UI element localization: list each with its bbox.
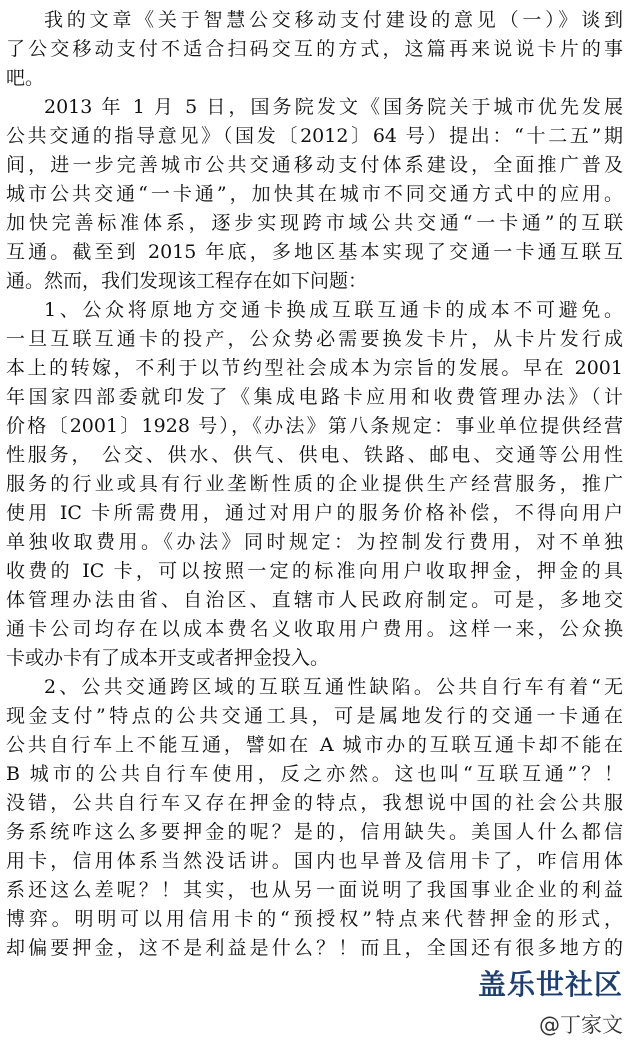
text-line: 使用 IC 卡所需费用，通过对用户的服务价格补偿，不得向用户 bbox=[6, 502, 623, 524]
text-line: 用卡，信用体系当然没话讲。国内也早普及信用卡了，咋信用体 bbox=[6, 850, 623, 872]
text-line: 我的文章《关于智慧公交移动支付建设的意见（一）》谈到 bbox=[44, 9, 623, 31]
text-line: 服务的行业或具有行业垄断性质的企业提供生产经营服务，推广 bbox=[6, 473, 623, 495]
text-line: 间，进一步完善城市公共交通移动支付体系建设，全面推广普及 bbox=[6, 154, 623, 176]
community-logo: 盖乐世社区 bbox=[477, 968, 623, 1001]
text-line: 一旦互联互通卡的投产，公众势必需要换发卡片，从卡片发行成 bbox=[6, 328, 623, 350]
text-line: 系还这么差呢？！其实，也从另一面说明了我国事业企业的利益 bbox=[6, 879, 623, 901]
text-line: 收费的 IC 卡，可以按照一定的标准向用户收取押金，押金的具 bbox=[6, 560, 623, 582]
text-line: 现金支付”特点的公共交通工具，可是属地发行的交通一卡通在 bbox=[6, 705, 623, 727]
text-line: 互通。截至到 2015 年底，多地区基本实现了交通一卡通互联互 bbox=[6, 241, 623, 263]
text-line: 公共交通的指导意见》（国发〔2012〕64 号）提出：“十二五”期 bbox=[6, 125, 623, 147]
text-line: 博弈。明明可以用信用卡的“预授权”特点来代替押金的形式， bbox=[6, 908, 623, 930]
text-line: 体管理办法由省、自治区、直辖市人民政府制定。可是，多地交 bbox=[6, 589, 623, 611]
text-line: 城市公共交通“一卡通”，加快其在城市不同交通方式中的应用。 bbox=[6, 183, 623, 205]
text-line: 却偏要押金，这不是利益是什么？！而且，全国还有很多地方的 bbox=[6, 937, 623, 959]
text-line: B 城市的公共自行车使用，反之亦然。这也叫“互联互通”？！ bbox=[6, 763, 623, 785]
text-line: 2013 年 1 月 5 日，国务院发文《国务院关于城市优先发展 bbox=[44, 96, 623, 118]
text-line: 务系统咋这么多要押金的呢？是的，信用缺失。美国人什么都信 bbox=[6, 821, 623, 843]
text-line: 卡或办卡有了成本开支或者押金投入。 bbox=[6, 647, 330, 669]
text-line: 加快完善标准体系，逐步实现跨市域公共交通“一卡通”的互联 bbox=[6, 212, 623, 234]
text-line: 公共自行车上不能互通，譬如在 A 城市办的互联互通卡却不能在 bbox=[6, 734, 623, 756]
text-line: 性服务， 公交、供水、供气、供电、铁路、邮电、交通等公用性 bbox=[6, 444, 623, 466]
text-line: 2、公共交通跨区域的互联互通性缺陷。公共自行车有着“无 bbox=[44, 676, 623, 698]
text-line: 没错，公共自行车又存在押金的特点，我想说中国的社会公共服 bbox=[6, 792, 623, 814]
text-line: 1、公众将原地方交通卡换成互联互通卡的成本不可避免。 bbox=[44, 299, 623, 321]
text-line: 通卡公司均存在以成本费名义收取用户费用。这样一来，公众换 bbox=[6, 618, 623, 640]
text-line: 年国家四部委就印发了《集成电路卡应用和收费管理办法》（计 bbox=[6, 386, 623, 408]
text-line: 本上的转嫁，不利于以节约型社会成本为宗旨的发展。早在 2001 bbox=[6, 357, 623, 379]
article-body bbox=[0, 6, 633, 963]
text-line: 了公交移动支付不适合扫码交互的方式，这篇再来说说卡片的事 bbox=[6, 38, 623, 60]
watermark bbox=[423, 968, 623, 1040]
author-handle: @丁家文 bbox=[539, 1013, 623, 1037]
text-line: 吧。 bbox=[6, 67, 45, 89]
text-line: 价格〔2001〕1928 号），《办法》第八条规定：事业单位提供经营 bbox=[6, 415, 623, 437]
text-line: 单独收取费用。《办法》同时规定：为控制发行费用，对不单独 bbox=[6, 531, 623, 553]
text-line: 通。然而，我们发现该工程存在如下问题： bbox=[6, 270, 368, 292]
